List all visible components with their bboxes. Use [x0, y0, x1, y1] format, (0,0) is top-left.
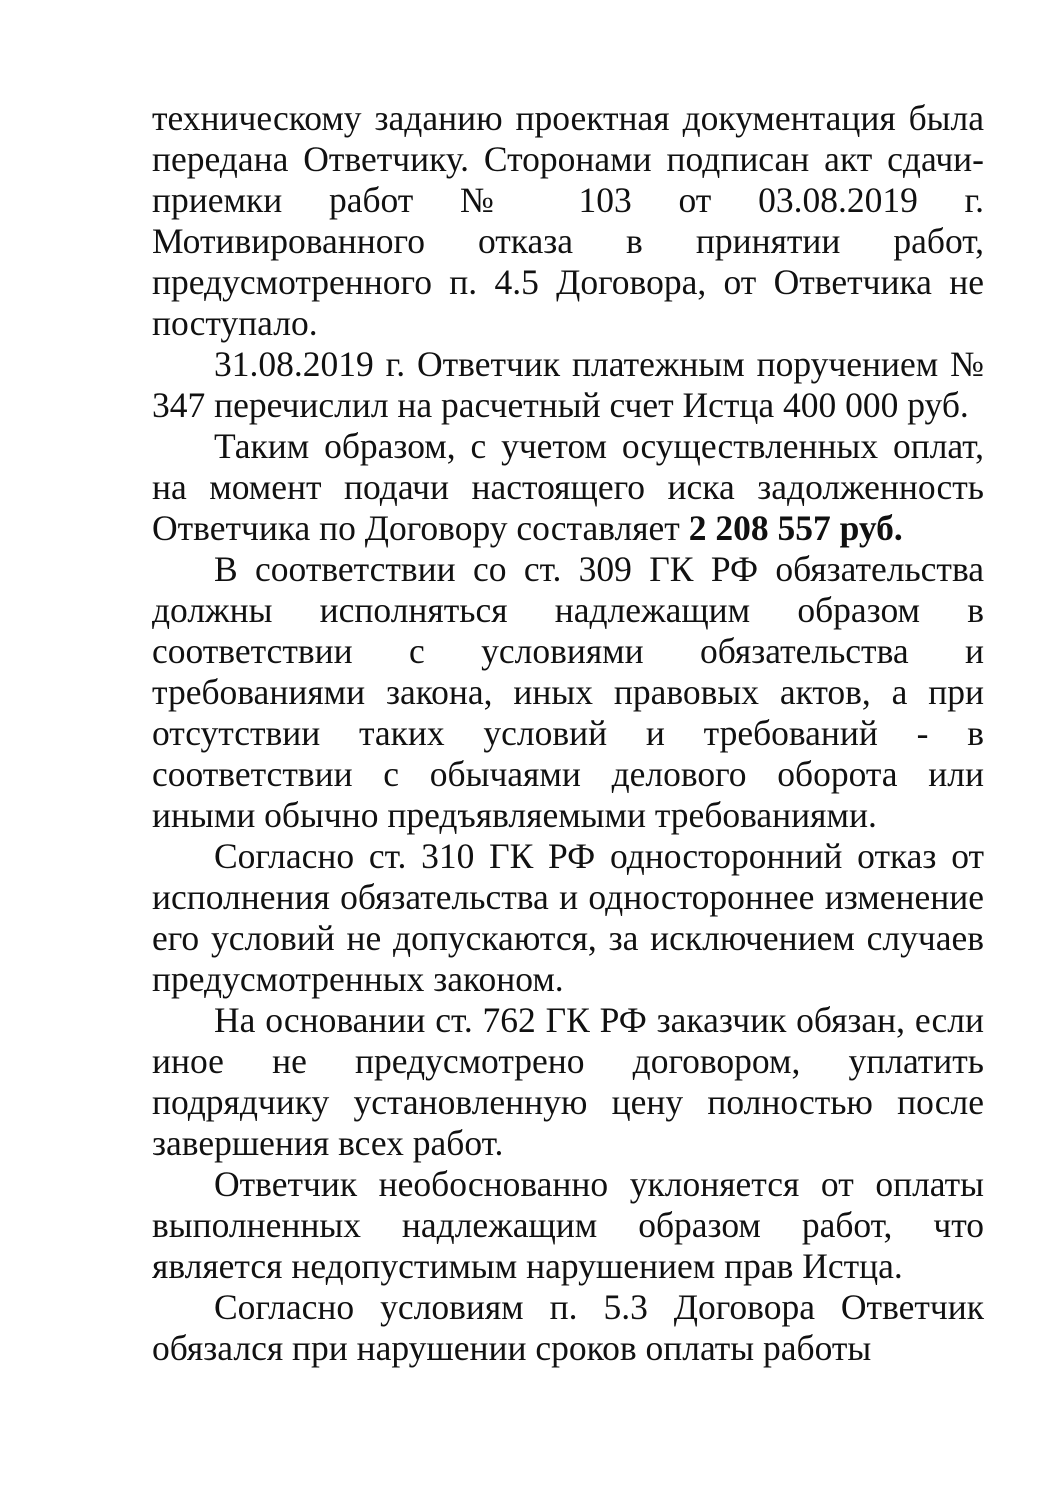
paragraph-clause-5-3: Согласно условиям п. 5.3 Договора Ответчик обязался при нарушении сроков оплаты работы: [152, 1287, 984, 1368]
paragraph-debt-amount: [152, 426, 984, 549]
paragraph-project-documentation: техническому заданию проектная документация была передана Ответчику. Сторонами подписан акт сдачи-приемки работ № 103 от 03.08.2019 г. Мотивированного отказа в принятии работ, предусмотренного п. 4.5 Договора, от Ответчика не поступало.: [152, 98, 984, 343]
paragraph-article-309: В соответствии со ст. 309 ГК РФ обязательства должны исполняться надлежащим образом в соответствии с условиями обязательства и требованиями закона, иных правовых актов, а при отсутствии таких условий и требований - в соответствии с обычаями делового оборота или иными обычно предъявляемыми требованиями.: [152, 549, 984, 835]
paragraph-evasion: Ответчик необоснованно уклоняется от оплаты выполненных надлежащим образом работ, что является недопустимым нарушением прав Истца.: [152, 1164, 984, 1286]
paragraph-payment-order: 31.08.2019 г. Ответчик платежным поручением № 347 перечислил на расчетный счет Истца 400 000 руб.: [152, 344, 984, 425]
debt-amount: 2 208 557 руб.: [688, 508, 903, 548]
paragraph-article-310: Согласно ст. 310 ГК РФ односторонний отказ от исполнения обязательства и одностороннее изменение его условий не допускаются, за исключением случаев предусмотренных законом.: [152, 836, 984, 999]
paragraph-article-762: На основании ст. 762 ГК РФ заказчик обязан, если иное не предусмотрено договором, уплатить подрядчику установленную цену полностью после завершения всех работ.: [152, 1000, 984, 1163]
debt-text: Таким образом, с учетом осуществленных оплат, на момент подачи настоящего иска задолженность Ответчика по Договору составляет: [152, 426, 984, 548]
document-page: [152, 98, 984, 1369]
